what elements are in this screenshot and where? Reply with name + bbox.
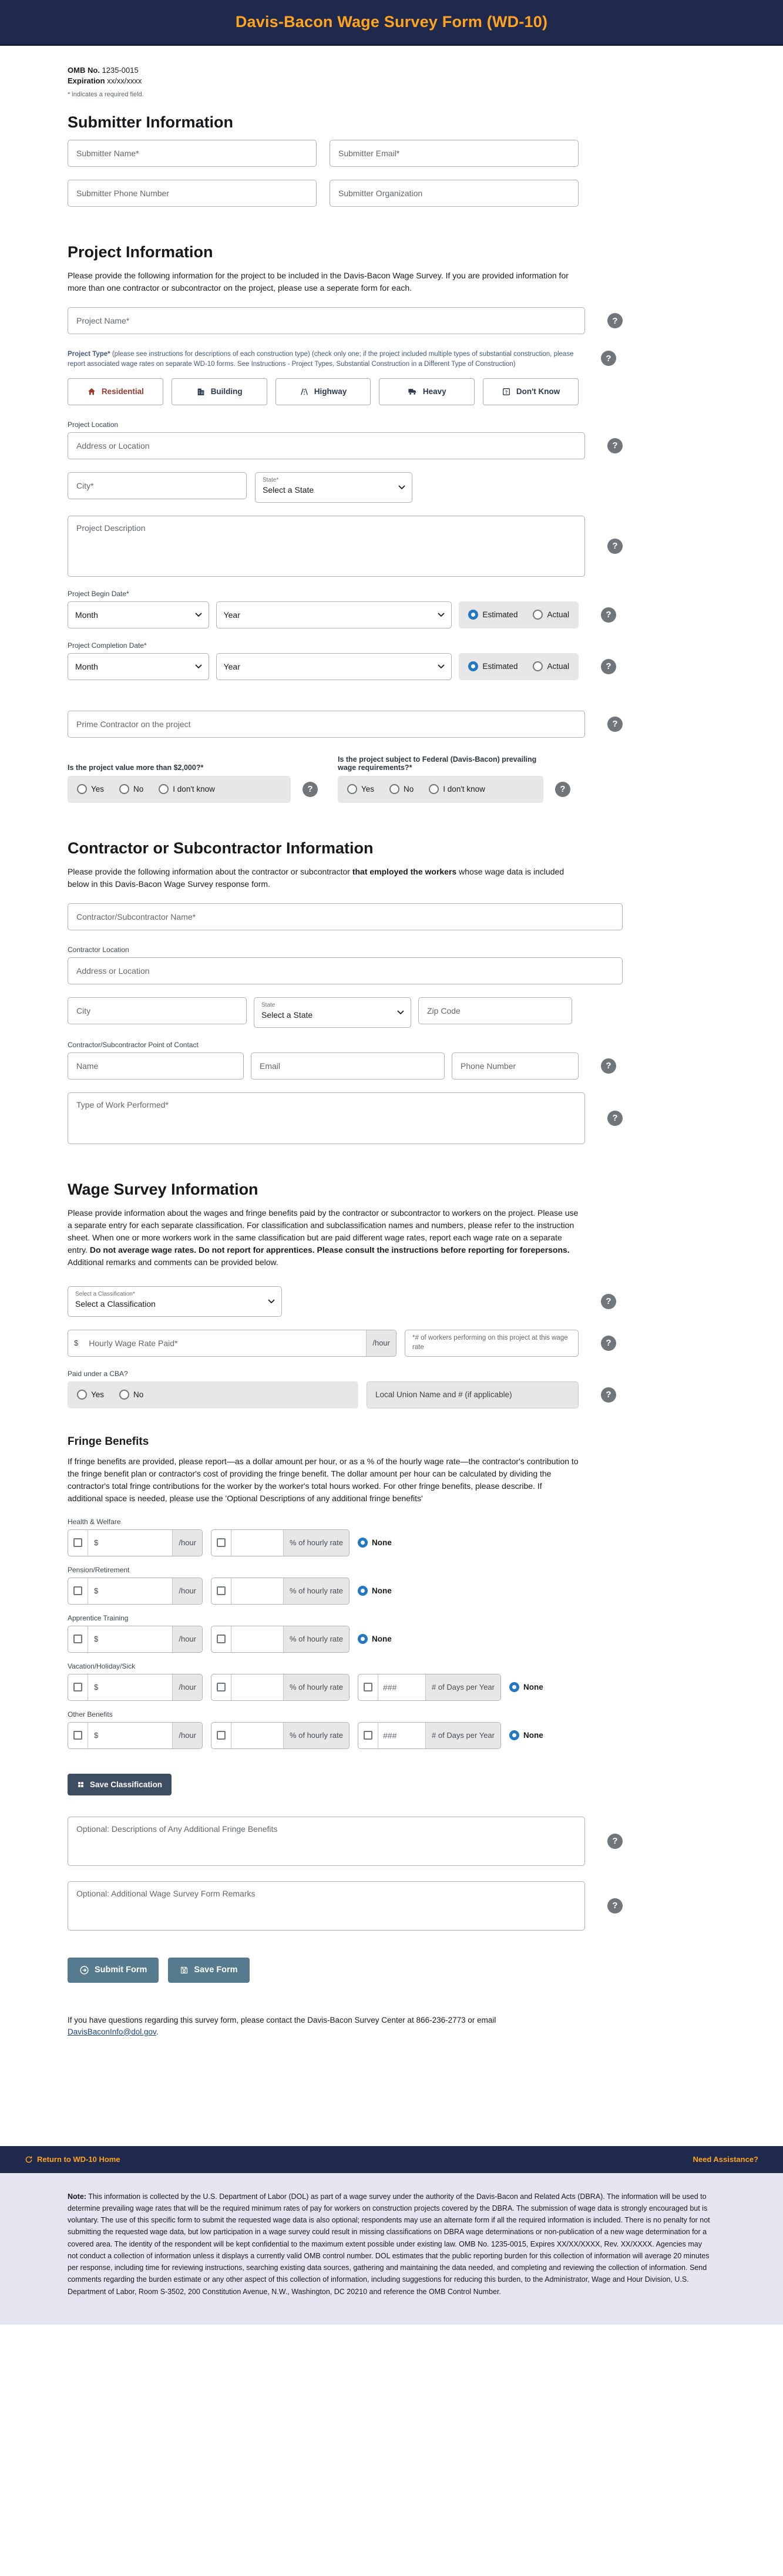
days-per-year-suffix: # of Days per Year bbox=[425, 1723, 500, 1748]
fringe-days-input[interactable] bbox=[378, 1723, 425, 1748]
per-hour-suffix: /hour bbox=[172, 1674, 202, 1700]
percent-suffix: % of hourly rate bbox=[283, 1626, 349, 1652]
survey-remarks-textarea[interactable] bbox=[68, 1881, 585, 1931]
help-icon[interactable]: ? bbox=[607, 717, 623, 732]
help-icon[interactable]: ? bbox=[601, 1387, 616, 1403]
form-body bbox=[0, 46, 623, 2146]
chevron-down-icon bbox=[195, 664, 202, 669]
completion-date-estimate-group bbox=[459, 653, 579, 680]
hourly-wage-group bbox=[68, 1330, 396, 1357]
project-type-residential-button[interactable]: Residential bbox=[68, 378, 163, 405]
hourly-wage-input[interactable] bbox=[84, 1330, 366, 1356]
help-icon[interactable]: ? bbox=[607, 1111, 623, 1126]
cba-radio-group bbox=[68, 1381, 358, 1408]
fringe-dollar-checkbox[interactable] bbox=[68, 1674, 88, 1700]
classification-select[interactable]: Select a Classification* Select a Classification bbox=[68, 1286, 282, 1317]
project-heading: Project Information bbox=[68, 243, 213, 261]
chevron-down-icon bbox=[438, 664, 445, 669]
fringe-intro: If fringe benefits are provided, please report—as a dollar amount per hour, or as a % of the hourly wage rate—the contractor's contribution to the fringe benefit plan or contractor's cost of providing the fringe benefit. The dollar amount per hour can be calculated by dividing the contractor's total fringe contributions for the worker by the worker's total hours worked. For other fringe benefits, please describe. If additional space is needed, please use the 'Optional Descriptions of any additional fringe benefits' bbox=[68, 1456, 579, 1503]
dollar-prefix: $ bbox=[94, 1586, 99, 1595]
help-icon[interactable]: ? bbox=[601, 607, 616, 623]
expiration: Expiration xx/xx/xxxx bbox=[68, 76, 142, 85]
chevron-down-icon bbox=[438, 613, 445, 617]
percent-suffix: % of hourly rate bbox=[283, 1674, 349, 1700]
chevron-down-icon bbox=[398, 485, 405, 490]
contractor-name-input[interactable] bbox=[68, 903, 623, 930]
svg-text:?: ? bbox=[505, 389, 508, 395]
prime-contractor-input[interactable] bbox=[68, 711, 585, 738]
contractor-contact-label: Contractor/Subcontractor Point of Contact bbox=[68, 1040, 199, 1049]
begin-year-select[interactable]: Year bbox=[216, 601, 452, 628]
fringe-dollar-checkbox[interactable] bbox=[68, 1626, 88, 1652]
help-icon[interactable]: ? bbox=[601, 659, 616, 674]
cba-no-radio[interactable]: No bbox=[119, 1390, 143, 1400]
completion-estimated-radio[interactable]: Estimated bbox=[468, 661, 517, 671]
completion-year-select[interactable]: Year bbox=[216, 653, 452, 680]
fringe-none-radio[interactable]: None bbox=[358, 1538, 392, 1548]
checkbox-icon bbox=[217, 1683, 226, 1691]
save-classification-button[interactable]: Save Classification bbox=[68, 1774, 172, 1795]
submitter-org-input[interactable] bbox=[330, 180, 579, 207]
begin-estimated-radio[interactable]: Estimated bbox=[468, 610, 517, 620]
submit-form-button[interactable]: Submit Form bbox=[68, 1958, 159, 1983]
dollar-prefix: $ bbox=[94, 1731, 99, 1740]
wage-req-no-radio[interactable]: No bbox=[389, 784, 414, 794]
help-icon[interactable]: ? bbox=[607, 438, 623, 453]
contact-name-input[interactable] bbox=[68, 1052, 244, 1080]
project-state-select[interactable]: State* Select a State bbox=[255, 472, 412, 503]
home-icon bbox=[87, 387, 96, 396]
percent-suffix: % of hourly rate bbox=[283, 1723, 349, 1748]
checkbox-icon bbox=[217, 1538, 226, 1547]
project-type-heavy-button[interactable]: Heavy bbox=[379, 378, 475, 405]
project-type-note: Project Type* (please see instructions for descriptions of each construction type) (check only one; if the project included multiple types of substantial construction, please report associated wage rates on separate WD-10 forms. See Instructions - Project Types, Substantial Construction in a Different Type of Construction) bbox=[68, 351, 574, 368]
checkbox-icon bbox=[73, 1635, 82, 1643]
fringe-row-pension: Pension/Retirement $ /hour % of hourly rate None bbox=[68, 1566, 623, 1605]
fringe-row-apprentice: Apprentice Training $ /hour % of hourly rate None bbox=[68, 1614, 623, 1653]
fringe-dollar-checkbox[interactable] bbox=[68, 1530, 88, 1556]
fringe-percent-input[interactable] bbox=[231, 1530, 283, 1556]
project-wage-req-question: Is the project subject to Federal (Davis-Bacon) prevailing wage requirements?* Yes No I don't know ? bbox=[338, 751, 570, 803]
fringe-dollar-input[interactable] bbox=[104, 1626, 172, 1652]
building-icon bbox=[196, 387, 206, 396]
fringe-days-checkbox[interactable] bbox=[358, 1674, 378, 1700]
arrow-circle-icon bbox=[79, 1965, 89, 1975]
fringe-percent-input[interactable] bbox=[231, 1578, 283, 1604]
help-icon[interactable]: ? bbox=[601, 351, 616, 366]
help-icon[interactable]: ? bbox=[607, 1898, 623, 1913]
contractor-address-input[interactable] bbox=[68, 957, 623, 984]
per-hour-suffix: /hour bbox=[172, 1578, 202, 1604]
begin-month-select[interactable]: Month bbox=[68, 601, 209, 628]
completion-actual-radio[interactable]: Actual bbox=[533, 661, 569, 671]
fringe-percent-input[interactable] bbox=[231, 1723, 283, 1748]
dollar-prefix: $ bbox=[74, 1339, 79, 1347]
project-type-buttons bbox=[68, 378, 579, 405]
fringe-percent-input[interactable] bbox=[231, 1674, 283, 1700]
fringe-dollar-input[interactable] bbox=[104, 1530, 172, 1556]
help-icon[interactable]: ? bbox=[607, 539, 623, 554]
fringe-none-radio[interactable]: None bbox=[509, 1682, 543, 1692]
submitter-heading: Submitter Information bbox=[68, 113, 233, 131]
project-description-textarea[interactable] bbox=[68, 516, 585, 577]
chevron-down-icon bbox=[397, 1010, 404, 1015]
percent-suffix: % of hourly rate bbox=[283, 1530, 349, 1556]
chevron-down-icon bbox=[268, 1299, 275, 1304]
checkbox-icon bbox=[217, 1586, 226, 1595]
chevron-down-icon bbox=[195, 613, 202, 617]
project-begin-date-label: Project Begin Date* bbox=[68, 589, 129, 598]
cba-yes-radio[interactable]: Yes bbox=[77, 1390, 104, 1400]
cba-label: Paid under a CBA? bbox=[68, 1369, 128, 1378]
contractor-location-label: Contractor Location bbox=[68, 945, 129, 954]
project-type-dont-know-button[interactable]: ? Don't Know bbox=[483, 378, 579, 405]
contractor-intro: Please provide the following information about the contractor or subcontractor that employed the workers whose wage data is included below in this Davis-Bacon Wage Survey response form. bbox=[68, 866, 564, 889]
fringe-dollar-checkbox[interactable] bbox=[68, 1578, 88, 1604]
begin-date-estimate-group bbox=[459, 601, 579, 628]
project-type-highway-button[interactable]: Highway bbox=[275, 378, 371, 405]
project-city-input[interactable] bbox=[68, 472, 247, 499]
help-icon[interactable]: ? bbox=[607, 1834, 623, 1849]
value-no-radio[interactable]: No bbox=[119, 784, 143, 794]
dollar-prefix: $ bbox=[94, 1635, 99, 1643]
project-location-label: Project Location bbox=[68, 420, 119, 429]
help-icon[interactable]: ? bbox=[601, 1058, 616, 1074]
percent-suffix: % of hourly rate bbox=[283, 1578, 349, 1604]
worker-count-input[interactable]: *# of workers performing on this project at this wage rate bbox=[405, 1330, 579, 1357]
local-union-input[interactable]: Local Union Name and # (if applicable) bbox=[367, 1381, 579, 1408]
project-completion-date-label: Project Completion Date* bbox=[68, 641, 147, 650]
contractor-zip-input[interactable] bbox=[418, 997, 572, 1024]
fringe-percent-checkbox[interactable] bbox=[211, 1530, 231, 1556]
project-name-input[interactable] bbox=[68, 307, 585, 334]
fringe-percent-checkbox[interactable] bbox=[211, 1578, 231, 1604]
checkbox-icon bbox=[73, 1731, 82, 1740]
wage-req-yes-radio[interactable]: Yes bbox=[347, 784, 374, 794]
contact-phone-input[interactable] bbox=[452, 1052, 579, 1080]
submitter-phone-input[interactable] bbox=[68, 180, 317, 207]
return-arrow-icon bbox=[25, 2155, 33, 2164]
wage-section bbox=[68, 1181, 623, 2039]
fringe-percent-input[interactable] bbox=[231, 1626, 283, 1652]
page-title: Davis-Bacon Wage Survey Form (WD-10) bbox=[235, 13, 548, 31]
fringe-none-radio[interactable]: None bbox=[358, 1634, 392, 1644]
fringe-days-checkbox[interactable] bbox=[358, 1723, 378, 1748]
paperwork-note: Note: This information is collected by the U.S. Department of Labor (DOL) as part of a wage survey under the authority of the Davis-Bacon and Related Acts (DBRA). The information will be used to determine prevailing wage rates that will be the required minimum rates of pay for workers on construction projects covered by the DBRA. The submission of wage data is strongly encouraged but is voluntary. The use of this specific form to submit the requested wage data is also optional; respondents may use an alternate form if all the required information is included. There is no penalty for not submitting the requested wage data, but low participation in a wage survey could result in missing classifications on DBRA wage determinations or non-publication of a new wage determination for a covered area. The identity of the respondent will be kept confidential to the maximum extent possible under existing law. OMB No. 1235-0015, Expires XX/XX/XXXX, Rev. XX/XXXX. Agencies may not conduct a collection of information unless it displays a currently valid OMB control number. DOL estimates that the public reporting burden for this collection of information will average 20 minutes per response, including time for reviewing instructions, searching existing data sources, gathering and maintaining the data needed, and completing and reviewing the collection of information. Send comments regarding the burden estimate or any other aspect of this collection of information, including suggestions for reducing this burden, to the Administrator, Wage and Hour Division, U.S. Department of Labor, Room S-3502, 200 Constitution Avenue, N.W., Washington, DC 20210 and reference the OMB Control Number. bbox=[68, 2192, 710, 2296]
help-icon[interactable]: ? bbox=[607, 313, 623, 328]
contractor-city-input[interactable] bbox=[68, 997, 247, 1024]
need-assistance-link[interactable]: Need Assistance? bbox=[693, 2155, 758, 2164]
fringe-heading: Fringe Benefits bbox=[68, 1435, 149, 1448]
truck-icon bbox=[408, 386, 418, 396]
save-form-button[interactable]: Save Form bbox=[168, 1958, 249, 1983]
help-icon[interactable]: ? bbox=[601, 1336, 616, 1351]
checkbox-icon bbox=[217, 1635, 226, 1643]
footer-nav bbox=[0, 2146, 783, 2173]
fringe-row-health: Health & Welfare $ /hour % of hourly rate None bbox=[68, 1518, 623, 1556]
form-actions bbox=[68, 1958, 623, 1983]
fringe-none-radio[interactable]: None bbox=[358, 1586, 392, 1596]
required-field-note: * indicates a required field. bbox=[68, 91, 144, 98]
contractor-section bbox=[68, 839, 623, 1144]
email-link[interactable]: DavisBaconInfo@dol.gov bbox=[68, 2027, 156, 2036]
value-dont-know-radio[interactable]: I don't know bbox=[159, 784, 215, 794]
checkbox-icon bbox=[364, 1683, 372, 1691]
checkbox-icon bbox=[73, 1683, 82, 1691]
paperwork-note-section bbox=[0, 2173, 783, 2325]
road-icon bbox=[300, 387, 309, 396]
project-type-building-button[interactable]: Building bbox=[172, 378, 267, 405]
wage-heading: Wage Survey Information bbox=[68, 1180, 258, 1198]
checkbox-icon bbox=[364, 1731, 372, 1740]
fringe-dollar-checkbox[interactable] bbox=[68, 1723, 88, 1748]
project-address-input[interactable] bbox=[68, 432, 585, 459]
per-hour-suffix: /hour bbox=[172, 1723, 202, 1748]
per-hour-suffix: /hour bbox=[172, 1530, 202, 1556]
dollar-prefix: $ bbox=[94, 1538, 99, 1547]
app-header bbox=[0, 0, 783, 46]
return-home-link[interactable]: Return to WD-10 Home bbox=[25, 2155, 120, 2164]
per-hour-suffix: /hour bbox=[172, 1626, 202, 1652]
fringe-dollar-input[interactable] bbox=[104, 1674, 172, 1700]
save-icon bbox=[180, 1966, 189, 1975]
contact-email-input[interactable] bbox=[251, 1052, 445, 1080]
fringe-none-radio[interactable]: None bbox=[509, 1730, 543, 1740]
fringe-dollar-input[interactable] bbox=[104, 1578, 172, 1604]
checkbox-icon bbox=[73, 1538, 82, 1547]
project-questions-row bbox=[68, 751, 623, 803]
help-icon[interactable]: ? bbox=[303, 782, 318, 797]
days-per-year-suffix: # of Days per Year bbox=[425, 1674, 500, 1700]
submitter-email-input[interactable] bbox=[330, 140, 579, 167]
submitter-section bbox=[68, 113, 623, 207]
fringe-percent-checkbox[interactable] bbox=[211, 1723, 231, 1748]
wage-intro: Please provide information about the wages and fringe benefits paid by the contractor or subcontractor to workers on the project. Please use a separate entry for each separate classification. For classification and subclassification names and numbers, please refer to the instruction sheet. When one or more workers work in the same classification but are paid different wage rates, report each wage rate on a separate entry. Do not average wage rates. Do not report for apprentices. Please consult the instructions before reporting for forepersons. Additional remarks and comments can be provided below. bbox=[68, 1208, 579, 1267]
contractor-heading: Contractor or Subcontractor Information bbox=[68, 839, 374, 857]
value-yes-radio[interactable]: Yes bbox=[77, 784, 104, 794]
omb-number: OMB No. 1235-0015 bbox=[68, 66, 139, 75]
question-box-icon bbox=[502, 387, 511, 396]
fringe-dollar-input[interactable] bbox=[104, 1723, 172, 1748]
completion-month-select[interactable]: Month bbox=[68, 653, 209, 680]
fringe-row-vacation: Vacation/Holiday/Sick $ /hour % of hourly rate ### # of Days per Year None bbox=[68, 1662, 623, 1701]
additional-fringe-textarea[interactable] bbox=[68, 1817, 585, 1866]
fringe-days-input[interactable] bbox=[378, 1674, 425, 1700]
type-of-work-textarea[interactable] bbox=[68, 1092, 585, 1144]
fringe-row-other: Other Benefits $ /hour % of hourly rate ### # of Days per Year None bbox=[68, 1710, 623, 1749]
checkbox-icon bbox=[217, 1731, 226, 1740]
help-icon[interactable]: ? bbox=[601, 1294, 616, 1309]
project-section bbox=[68, 243, 623, 803]
dollar-prefix: $ bbox=[94, 1683, 99, 1691]
submitter-name-input[interactable] bbox=[68, 140, 317, 167]
wage-req-dont-know-radio[interactable]: I don't know bbox=[429, 784, 485, 794]
project-value-question: Is the project value more than $2,000?* Yes No I don't know ? bbox=[68, 751, 318, 803]
checkbox-icon bbox=[73, 1586, 82, 1595]
project-intro: Please provide the following information for the project to be included in the Davis-Bacon Wage Survey. If you are provided information for more than one contractor or subcontractor on the project, please use a seperate form for each. bbox=[68, 271, 569, 292]
fringe-percent-checkbox[interactable] bbox=[211, 1626, 231, 1652]
help-icon[interactable]: ? bbox=[555, 782, 570, 797]
begin-actual-radio[interactable]: Actual bbox=[533, 610, 569, 620]
fringe-percent-checkbox[interactable] bbox=[211, 1674, 231, 1700]
per-hour-suffix: /hour bbox=[366, 1330, 396, 1356]
contractor-state-select[interactable]: State Select a State bbox=[254, 997, 411, 1028]
grid-icon bbox=[77, 1781, 85, 1788]
contact-info: If you have questions regarding this survey form, please contact the Davis-Bacon Survey Center at 866-236-2773 or email DavisBaconInfo@dol.gov. bbox=[68, 2015, 496, 2036]
